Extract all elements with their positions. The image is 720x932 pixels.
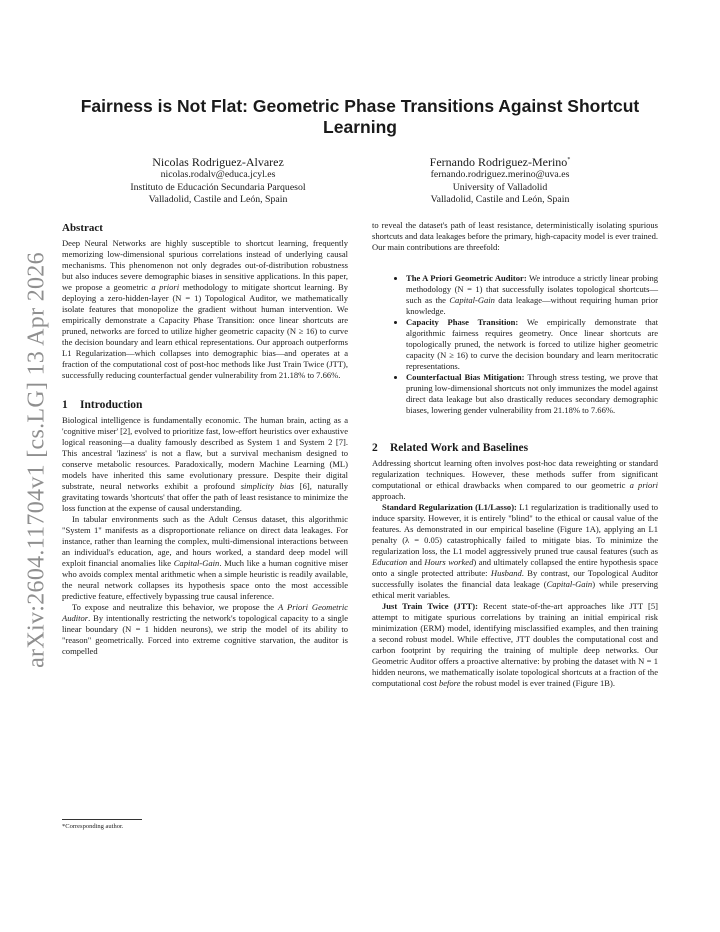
author-email: nicolas.rodalv@educa.jcyl.es (160, 169, 276, 180)
arxiv-stamp-text: arXiv:2604.11704v1 [cs.LG] 13 Apr 2026 (23, 252, 50, 668)
abstract-text: Deep Neural Networks are highly susceptible to shortcut learning, frequently memorizing low-dimensional spurious correlations instead of underlying causal mechanisms. This phenomenon not only degrades out-of-distribution robustness but also induces severe demographic biases in sensitive applications. In this paper, we propose a geometric a priori methodology to mitigate shortcut learning. By deploying a zero-hidden-layer (N = 1) Topological Auditor, we mathematically isolate features that monopolize the gradient without human intervention. We empirically demonstrate a Capacity Phase Transition: once linear shortcuts are pruned, networks are forced to utilize higher geometric capacity (N ≥ 16) to curve the decision boundary and learn ethical representations. Our approach outperforms L1 Regularization—which collapses into demographic bias—and operates at a fraction of the computational cost of post-hoc methods like Just Train Twice (JTT), successfully reducing counterfactual gender vulnerability from 21.18% to 7.66%. (62, 238, 349, 380)
left-column (62, 222, 348, 657)
footnote-rule (62, 819, 142, 820)
section-heading-related-work: 2 Related Work and Baselines (372, 442, 529, 454)
related-paragraph-jtt: Just Train Twice (JTT): Recent state-of-the-art approaches like JTT [5] attempt to mitigate spurious correlations by training an initial empirical risk minimization (ERM) model, identifying misclassified examples, and then training a second robust model. While effective, JTT doubles the computational cost and carbon footprint by requiring the training of multiple deep networks. Our Geometric Auditor offers a proactive alternative: by probing the dataset with N = 1 hidden neurons, we mathematically isolate topological shortcuts at a fraction of the computational cost before the robust model is ever trained (Figure 1B). (372, 601, 658, 688)
author-affiliation: University of Valladolid (452, 181, 548, 193)
right-column (372, 220, 658, 689)
author-name: Nicolas Rodriguez-Alvarez (152, 155, 284, 169)
author-name: Fernando Rodriguez-Merino* (429, 155, 571, 169)
paper-title: Fairness is Not Flat: Geometric Phase Transitions Against Shortcut Learning (80, 96, 640, 137)
intro-paragraph-2: In tabular environments such as the Adult Census dataset, this algorithmic "System 1" manifests as a disproportionate reliance on direct data leakages. For instance, rather than learning the complex, multi-dimensional interactions between an individual's education, age, and hours worked, a standard deep model will exploit financial anomalies like Capital-Gain. Much like a human cognitive miser who avoids complex mental arithmetic when a simple heuristic is readily available, the neural network collapses its hypothesis space onto the most accessible predictive feature, effectively bypassing true causal inference. (62, 514, 349, 601)
intro-continued: to reveal the dataset's path of least resistance, deterministically isolating spurious shortcuts and data leakages before the primary, high-capacity model is ever trained. Our main contributions are threefold: (372, 220, 658, 252)
related-paragraph-1: Addressing shortcut learning often involves post-hoc data reweighting or standard regularization techniques. However, these methods suffer from significant computational or ethical drawbacks when compared to our geometric a priori approach. (372, 458, 659, 501)
author-location: Valladolid, Castile and León, Spain (430, 194, 570, 206)
list-item: • The A Priori Geometric Auditor: We introduce a strictly linear probing methodology (N = 1) that successfully isolates topological shortcuts—such as the Capital-Gain data leakage—without requiring human prior knowledge. (406, 273, 658, 317)
author-email: fernando.rodriguez.merino@uva.es (430, 169, 570, 180)
author-block-1 (88, 153, 348, 207)
intro-paragraph-3: To expose and neutralize this behavior, we propose the A Priori Geometric Auditor. By intentionally restricting the network's topological capacity to a single linear boundary (N = 1 hidden neurons), we strip the model of its ability to "reason" geometrically. Forced into extreme cognitive starvation, the auditor is compelled (62, 602, 348, 656)
related-paragraph-l1: Standard Regularization (L1/Lasso): L1 regularization is traditionally used to induce sparsity. However, it is entirely "blind" to the ethical or causal value of the features. As demonstrated in our empirical baseline (Figure 1A), applying an L1 penalty (λ = 0.05) catastrophically failed to mitigate bias. To minimize the regularization loss, the L1 model aggressively pruned true causal features (such as Education and Hours worked) and ultimately collapsed the entire hypothesis space onto a single protected attribute: Husband. By contrast, our Topological Auditor successfully isolates the financial data leakage (Capital-Gain) while preserving ethical merit variables. (372, 502, 659, 600)
list-item: • Counterfactual Bias Mitigation: Through stress testing, we prove that pruning low-dimensional shortcuts not only immunizes the model against direct data leakage but also drastically reduces secondary demographic biases, lowering gender vulnerability from 21.18% to 7.66%. (406, 372, 658, 416)
author-affiliation: Instituto de Educación Secundaria Parquesol (130, 181, 306, 193)
intro-paragraph-1: Biological intelligence is fundamentally economic. The human brain, acting as a 'cognitive miser' [2], evolved to prioritize fast, low-effort heuristics over exhaustive logical reasoning—a duality famously described as System 1 and System 2 [7]. This ancestral 'laziness' is not a flaw, but a survival mechanism designed to conserve metabolic resources. Paradoxically, modern Machine Learning (ML) models have inherited this same evolutionary pressure. Despite their digital substrate, neural networks exhibit a profound simplicity bias [6], naturally gravitating towards 'shortcuts' that offer the path of least resistance to minimize the loss function at the expense of causal understanding. (62, 415, 348, 513)
contributions-list (372, 273, 658, 416)
abstract-heading: Abstract (62, 222, 103, 234)
corresponding-mark: * (567, 157, 571, 163)
arxiv-stamp (17, 185, 57, 735)
footnote: *Corresponding author. (62, 819, 348, 831)
author-block-2 (370, 153, 630, 207)
author-location: Valladolid, Castile and León, Spain (148, 194, 288, 206)
section-heading-introduction: 1 Introduction (62, 399, 143, 411)
list-item: • Capacity Phase Transition: We empirically demonstrate that algorithmic fairness requires geometry. Once linear shortcuts are topologically pruned, the network is forced to utilize higher geometric capacity (N ≥ 16) to curve the decision boundary and learn meritocratic representations. (406, 317, 658, 372)
